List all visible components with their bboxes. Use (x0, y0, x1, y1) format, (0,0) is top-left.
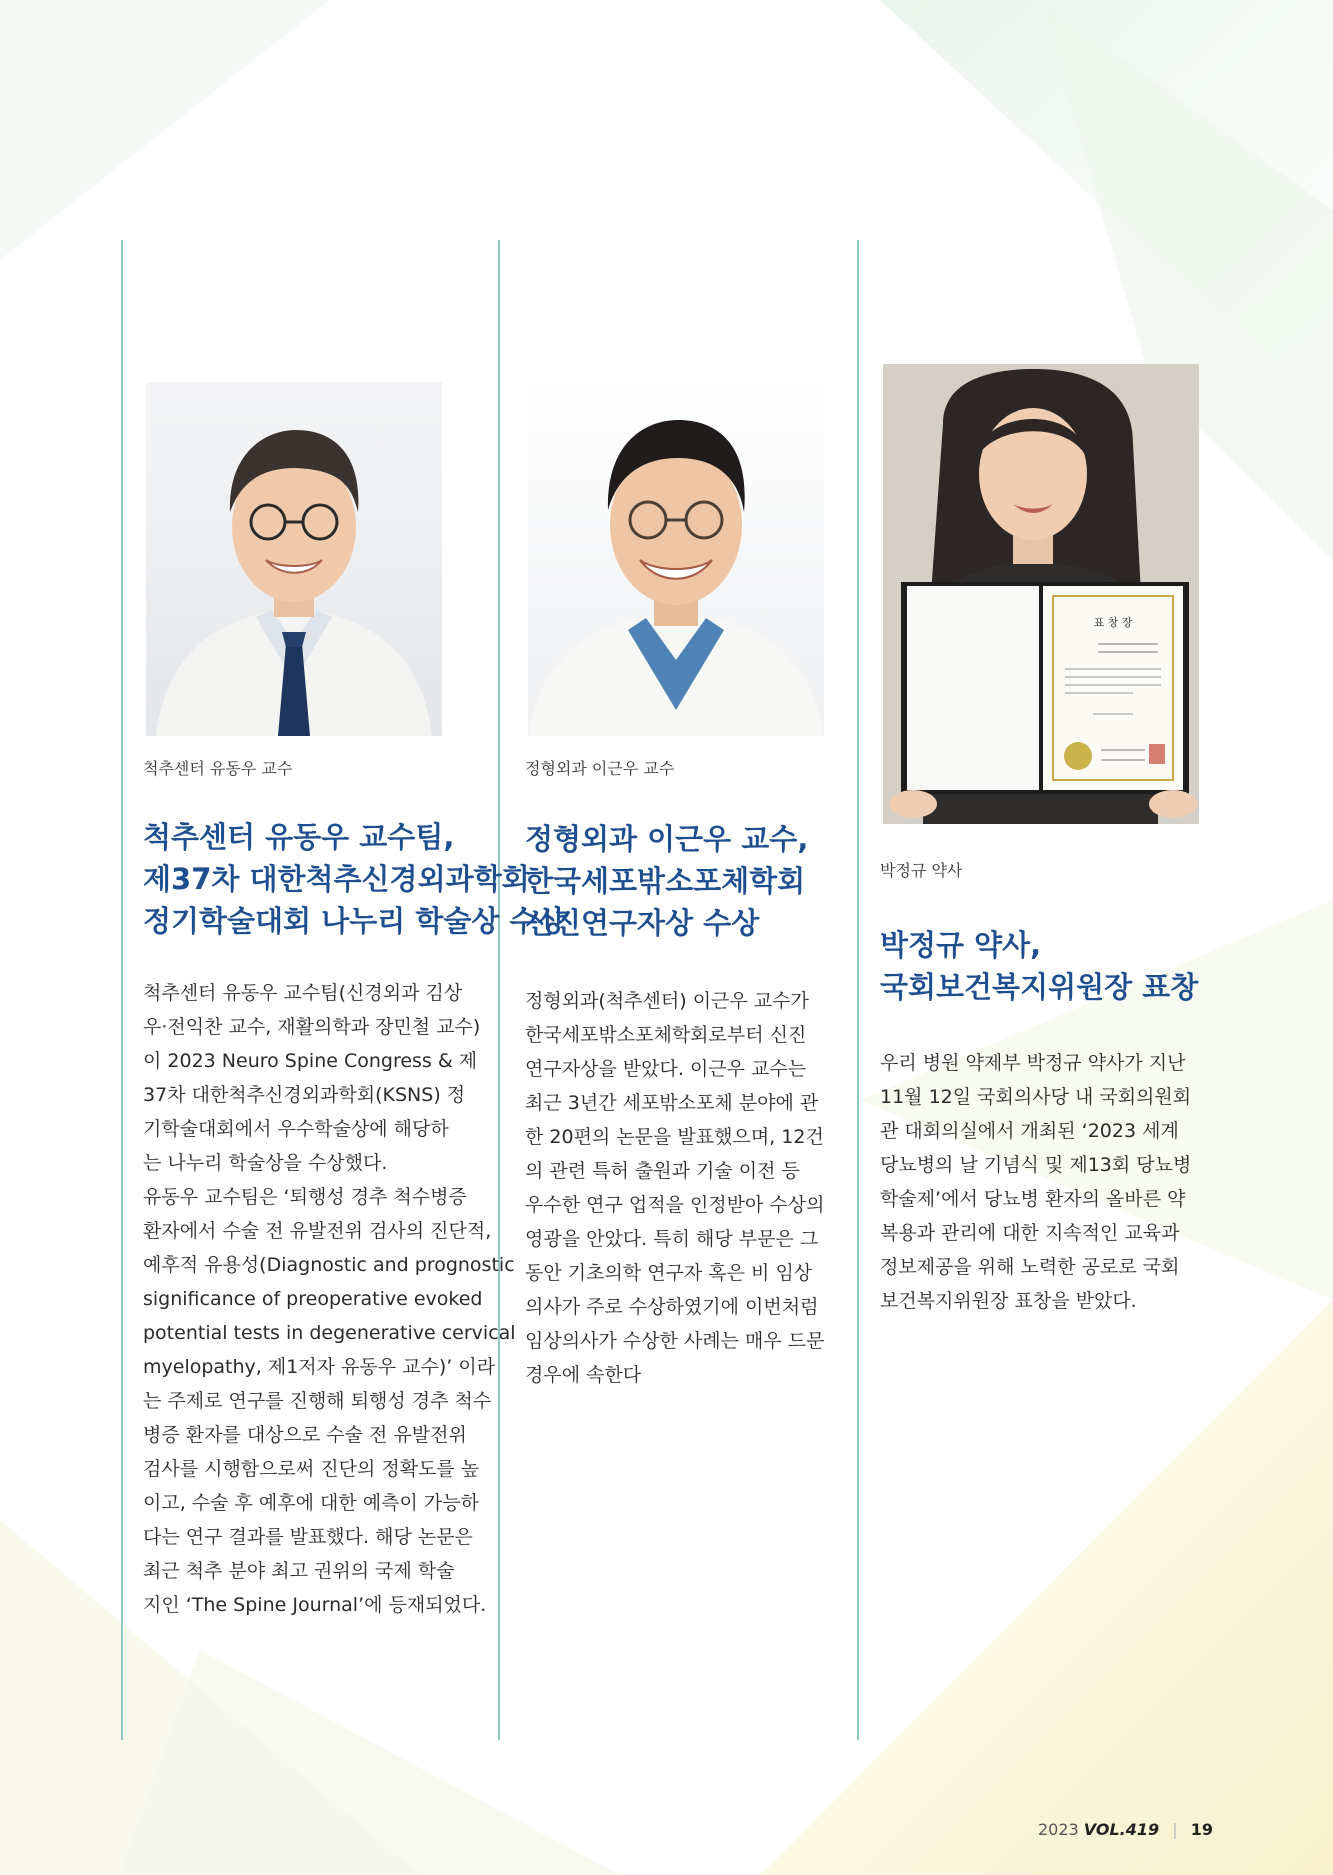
article-headline (525, 818, 808, 944)
portrait-photo (528, 380, 824, 736)
body-line: 보건복지위원장 표창을 받았다. (880, 1290, 1137, 1312)
body-line: 영광을 안았다. 특히 해당 부문은 그 (525, 1228, 819, 1250)
headline-line: 신진연구자상 수상 (525, 906, 760, 940)
photo-caption: 정형외과 이근우 교수 (525, 759, 675, 778)
article-headline (880, 924, 1198, 1008)
body-line: 의 관련 특허 출원과 기술 이전 등 (525, 1160, 800, 1182)
photo-caption: 척추센터 유동우 교수 (143, 759, 293, 778)
headline-line: 정형외과 이근우 교수, (525, 822, 809, 856)
portrait-photo (146, 382, 442, 736)
footer-year: 2023 (1037, 1820, 1079, 1839)
body-line: 최근 3년간 세포밖소포체 분야에 관 (525, 1092, 819, 1114)
body-line: 당뇨병의 날 기념식 및 제13회 당뇨병 (880, 1154, 1192, 1176)
body-line: 연구자상을 받았다. 이근우 교수는 (525, 1058, 807, 1080)
body-line: 정보제공을 위해 노력한 공로로 국회 (880, 1256, 1180, 1278)
body-line: 검사를 시행함으로써 진단의 정확도를 높 (143, 1458, 480, 1480)
body-line: 11월 12일 국회의사당 내 국회의원회 (880, 1086, 1192, 1108)
certificate-title: 표 창 장 (1093, 616, 1133, 629)
headline-line: 한국세포밖소포체학회 (525, 864, 806, 898)
body-line: 지인 ‘The Spine Journal’에 등재되었다. (143, 1594, 487, 1616)
body-line: myelopathy, 제1저자 유동우 교수)’ 이라 (143, 1356, 496, 1378)
body-line: 동안 기초의학 연구자 혹은 비 임상 (525, 1262, 813, 1284)
body-line: 학술제’에서 당뇨병 환자의 올바른 약 (880, 1188, 1186, 1210)
body-line: 기학술대회에서 우수학술상에 해당하 (143, 1118, 449, 1140)
body-line: 한 20편의 논문을 발표했으며, 12건 (525, 1126, 824, 1148)
column-divider (121, 240, 123, 1740)
article-body (525, 984, 824, 1392)
body-line: 한국세포밖소포체학회로부터 신진 (525, 1024, 807, 1046)
footer-volume: VOL.419 (1083, 1820, 1160, 1839)
body-line: 정형외과(척추센터) 이근우 교수가 (525, 990, 809, 1012)
body-line: 경우에 속한다 (525, 1364, 642, 1386)
body-line: 우리 병원 약제부 박정규 약사가 지난 (880, 1052, 1186, 1074)
body-line: 는 나누리 학술상을 수상했다. (143, 1152, 388, 1174)
body-line: 유동우 교수팀은 ‘퇴행성 경추 척수병증 (143, 1186, 467, 1208)
headline-line: 박정규 약사, (880, 928, 1042, 962)
article-body (143, 976, 516, 1622)
headline-line: 척추센터 유동우 교수팀, (143, 820, 455, 854)
body-line: 37차 대한척추신경외과학회(KSNS) 정 (143, 1084, 466, 1106)
body-line: 다는 연구 결과를 발표했다. 해당 논문은 (143, 1526, 473, 1548)
body-line: 이고, 수술 후 예후에 대한 예측이 가능하 (143, 1492, 479, 1514)
body-line: 의사가 주로 수상하였기에 이번처럼 (525, 1296, 819, 1318)
body-line: 환자에서 수술 전 유발전위 검사의 진단적, (143, 1220, 492, 1242)
photo-caption: 박정규 약사 (880, 861, 963, 880)
body-line: 임상의사가 수상한 사례는 매우 드문 (525, 1330, 825, 1352)
body-line: 예후적 유용성(Diagnostic and prognostic (143, 1254, 515, 1276)
headline-line: 정기학술대회 나누리 학술상 수상 (143, 904, 566, 938)
body-line: 복용과 관리에 대한 지속적인 교육과 (880, 1222, 1180, 1244)
page-footer (1038, 1820, 1213, 1839)
body-line: 우·전익찬 교수, 재활의학과 장민철 교수) (143, 1016, 481, 1038)
column-divider (857, 240, 859, 1740)
headline-line: 제37차 대한척추신경외과학회 (143, 862, 530, 896)
body-line: significance of preoperative evoked (143, 1288, 483, 1310)
article-body (880, 1046, 1191, 1318)
footer-separator: | (1172, 1820, 1178, 1839)
page-number: 19 (1190, 1820, 1213, 1839)
body-line: 이 2023 Neuro Spine Congress & 제 (143, 1050, 478, 1072)
award-photo (883, 364, 1199, 824)
article-headline (143, 816, 566, 942)
body-line: 우수한 연구 업적을 인정받아 수상의 (525, 1194, 825, 1216)
body-line: 는 주제로 연구를 진행해 퇴행성 경추 척수 (143, 1390, 492, 1412)
body-line: 최근 척추 분야 최고 권위의 국제 학술 (143, 1560, 455, 1582)
body-line: 척추센터 유동우 교수팀(신경외과 김상 (143, 982, 463, 1004)
headline-line: 국회보건복지위원장 표창 (880, 970, 1199, 1004)
body-line: potential tests in degenerative cervical (143, 1322, 516, 1344)
body-line: 병증 환자를 대상으로 수술 전 유발전위 (143, 1424, 467, 1446)
body-line: 관 대회의실에서 개최된 ‘2023 세계 (880, 1120, 1179, 1142)
